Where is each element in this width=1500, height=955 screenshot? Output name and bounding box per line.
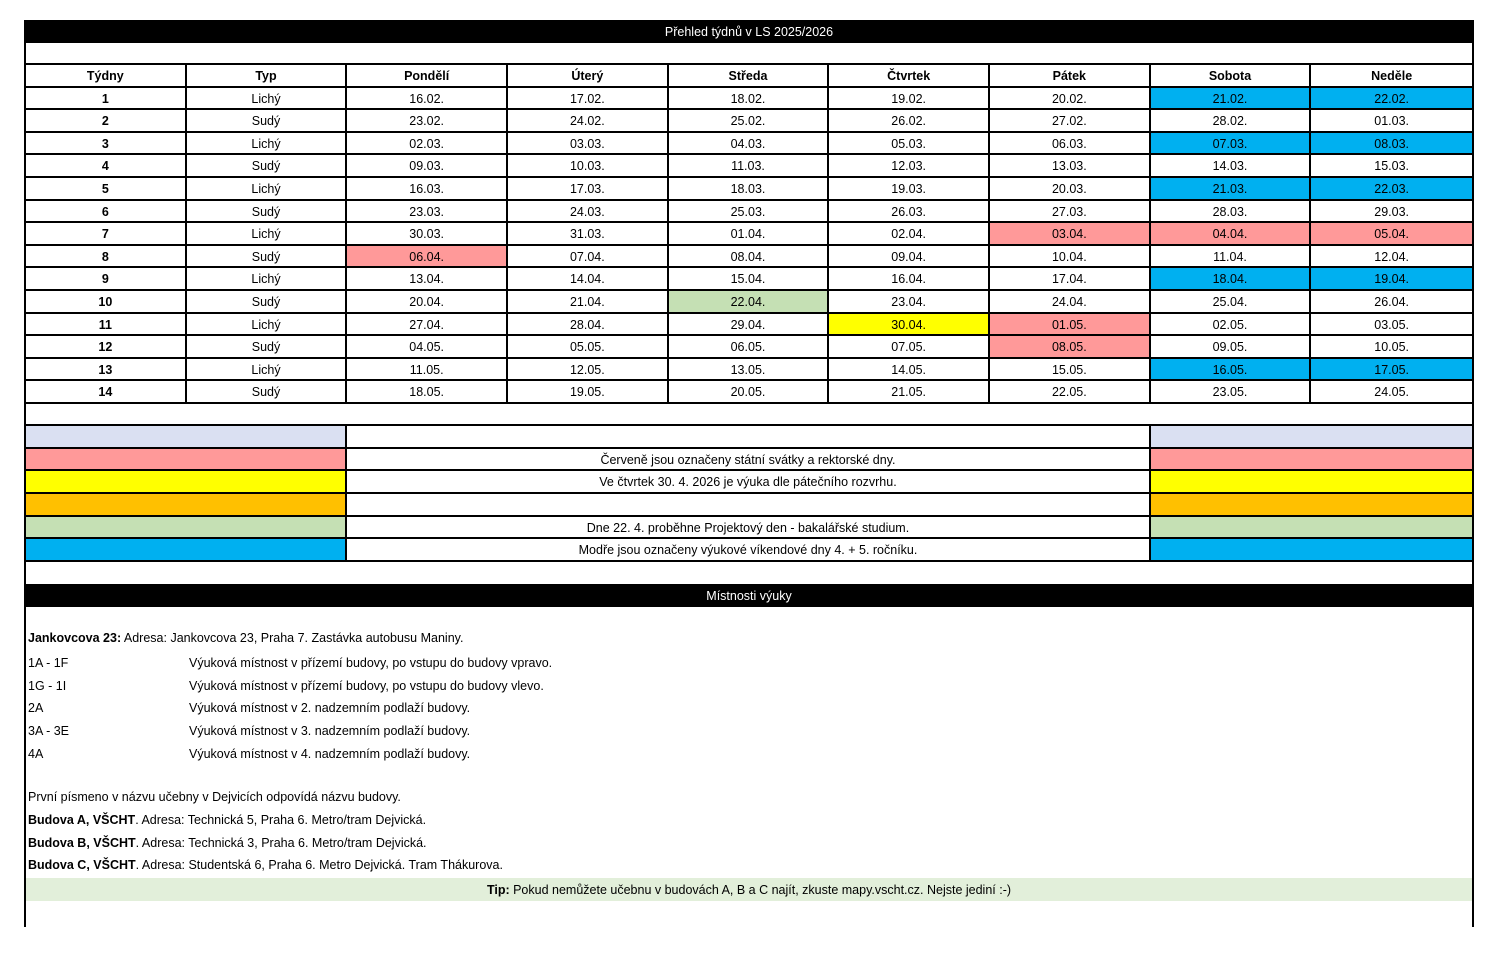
- day-cell: 16.04.: [829, 268, 990, 291]
- room-line: [28, 701, 470, 715]
- legend-text: [347, 426, 1150, 449]
- building-name: Budova C, VŠCHT: [28, 858, 136, 873]
- week-type: Lichý: [187, 88, 348, 111]
- day-cell: 19.03.: [829, 178, 990, 201]
- room-code: 1G - 1I: [28, 678, 67, 693]
- legend-text: Červeně jsou označeny státní svátky a rektorské dny.: [347, 449, 1150, 472]
- room-code: 3A - 3E: [28, 724, 69, 739]
- day-cell: 16.02.: [347, 88, 508, 111]
- day-cell: 11.04.: [1151, 246, 1312, 269]
- legend-swatch-left: [26, 471, 347, 494]
- day-cell: 21.04.: [508, 291, 669, 314]
- day-cell: 12.03.: [829, 155, 990, 178]
- day-cell: 28.03.: [1151, 201, 1312, 224]
- day-cell: 09.04.: [829, 246, 990, 269]
- day-cell: 11.03.: [669, 155, 830, 178]
- day-cell: 13.05.: [669, 359, 830, 382]
- legend-swatch-right: [1151, 539, 1472, 562]
- day-cell: 22.05.: [990, 381, 1151, 404]
- day-cell: 29.04.: [669, 314, 830, 337]
- week-number: 8: [26, 246, 187, 269]
- day-cell: 20.04.: [347, 291, 508, 314]
- week-type: Lichý: [187, 178, 348, 201]
- spacer-row: [26, 43, 1472, 65]
- day-cell: 05.03.: [829, 133, 990, 156]
- week-number: 3: [26, 133, 187, 156]
- day-cell: 08.05.: [990, 336, 1151, 359]
- day-cell: 13.04.: [347, 268, 508, 291]
- header-1: Typ: [187, 65, 348, 88]
- day-cell: 27.03.: [990, 201, 1151, 224]
- day-cell: 04.04.: [1151, 223, 1312, 246]
- weeks-title: Přehled týdnů v LS 2025/2026: [26, 20, 1472, 43]
- day-cell: 28.02.: [1151, 110, 1312, 133]
- day-cell: 24.03.: [508, 201, 669, 224]
- day-cell: 04.03.: [669, 133, 830, 156]
- day-cell: 19.02.: [829, 88, 990, 111]
- week-number: 6: [26, 201, 187, 224]
- day-cell: 04.05.: [347, 336, 508, 359]
- day-cell: 26.03.: [829, 201, 990, 224]
- day-cell: 15.05.: [990, 359, 1151, 382]
- day-cell: 07.04.: [508, 246, 669, 269]
- room-line: [28, 747, 470, 761]
- weeks-table: [26, 65, 1472, 404]
- week-type: Sudý: [187, 336, 348, 359]
- day-cell: 10.03.: [508, 155, 669, 178]
- building-name: Budova B, VŠCHT: [28, 835, 136, 850]
- day-cell: 01.03.: [1311, 110, 1472, 133]
- day-cell: 06.04.: [347, 246, 508, 269]
- week-type: Sudý: [187, 155, 348, 178]
- day-cell: 03.05.: [1311, 314, 1472, 337]
- header-6: Pátek: [990, 65, 1151, 88]
- room-line: [28, 679, 544, 693]
- week-number: 1: [26, 88, 187, 111]
- week-number: 10: [26, 291, 187, 314]
- legend-swatch-left: [26, 539, 347, 562]
- header-2: Pondělí: [347, 65, 508, 88]
- building-line: [28, 858, 503, 872]
- day-cell: 31.03.: [508, 223, 669, 246]
- day-cell: 11.05.: [347, 359, 508, 382]
- day-cell: 09.05.: [1151, 336, 1312, 359]
- day-cell: 27.04.: [347, 314, 508, 337]
- week-type: Lichý: [187, 268, 348, 291]
- day-cell: 18.02.: [669, 88, 830, 111]
- day-cell: 14.03.: [1151, 155, 1312, 178]
- day-cell: 24.04.: [990, 291, 1151, 314]
- day-cell: 21.02.: [1151, 88, 1312, 111]
- day-cell: 02.03.: [347, 133, 508, 156]
- day-cell: 24.02.: [508, 110, 669, 133]
- room-desc: Výuková místnost v přízemí budovy, po vstupu do budovy vpravo.: [189, 656, 553, 671]
- legend-swatch-right: [1151, 494, 1472, 517]
- legend-text: Ve čtvrtek 30. 4. 2026 je výuka dle pátečního rozvrhu.: [347, 471, 1150, 494]
- day-cell: 22.02.: [1311, 88, 1472, 111]
- room-desc: Výuková místnost v přízemí budovy, po vstupu do budovy vlevo.: [189, 678, 544, 693]
- room-desc: Výuková místnost v 2. nadzemním podlaží budovy.: [189, 701, 471, 716]
- day-cell: 23.05.: [1151, 381, 1312, 404]
- day-cell: 20.05.: [669, 381, 830, 404]
- day-cell: 26.02.: [829, 110, 990, 133]
- day-cell: 02.05.: [1151, 314, 1312, 337]
- room-line: [28, 656, 552, 670]
- room-desc: Výuková místnost v 3. nadzemním podlaží budovy.: [189, 724, 471, 739]
- day-cell: 10.04.: [990, 246, 1151, 269]
- day-cell: 21.03.: [1151, 178, 1312, 201]
- legend: [26, 426, 1472, 562]
- week-type: Sudý: [187, 110, 348, 133]
- day-cell: 12.05.: [508, 359, 669, 382]
- day-cell: 19.05.: [508, 381, 669, 404]
- week-number: 13: [26, 359, 187, 382]
- day-cell: 01.04.: [669, 223, 830, 246]
- building-name: Budova A, VŠCHT: [28, 813, 136, 828]
- day-cell: 02.04.: [829, 223, 990, 246]
- spacer-row: [26, 404, 1472, 426]
- spacer-row: [26, 562, 1472, 584]
- legend-swatch-right: [1151, 517, 1472, 540]
- day-cell: 05.05.: [508, 336, 669, 359]
- room-code: 2A: [28, 701, 44, 716]
- day-cell: 06.05.: [669, 336, 830, 359]
- day-cell: 17.03.: [508, 178, 669, 201]
- week-type: Sudý: [187, 381, 348, 404]
- day-cell: 19.04.: [1311, 268, 1472, 291]
- day-cell: 08.03.: [1311, 133, 1472, 156]
- week-type: Sudý: [187, 201, 348, 224]
- tip-label: Tip:: [486, 883, 510, 898]
- week-type: Sudý: [187, 291, 348, 314]
- day-cell: 03.04.: [990, 223, 1151, 246]
- day-cell: 10.05.: [1311, 336, 1472, 359]
- day-cell: 12.04.: [1311, 246, 1472, 269]
- day-cell: 06.03.: [990, 133, 1151, 156]
- day-cell: 24.05.: [1311, 381, 1472, 404]
- room-code: 1A - 1F: [28, 656, 69, 671]
- legend-text: [347, 494, 1150, 517]
- room-desc: Výuková místnost v 4. nadzemním podlaží budovy.: [189, 746, 471, 761]
- day-cell: 22.03.: [1311, 178, 1472, 201]
- sheet: [24, 20, 1474, 927]
- header-4: Středa: [669, 65, 830, 88]
- day-cell: 21.05.: [829, 381, 990, 404]
- day-cell: 13.03.: [990, 155, 1151, 178]
- day-cell: 23.03.: [347, 201, 508, 224]
- week-number: 7: [26, 223, 187, 246]
- day-cell: 07.05.: [829, 336, 990, 359]
- day-cell: 01.05.: [990, 314, 1151, 337]
- jankovcova-address: Adresa: Jankovcova 23, Praha 7. Zastávka autobusu Maniny.: [121, 631, 464, 646]
- week-type: Lichý: [187, 314, 348, 337]
- building-address: . Adresa: Technická 5, Praha 6. Metro/tram Dejvická.: [135, 813, 427, 828]
- jankovcova-label: Jankovcova 23:: [28, 631, 122, 646]
- week-number: 5: [26, 178, 187, 201]
- day-cell: 05.04.: [1311, 223, 1472, 246]
- week-number: 2: [26, 110, 187, 133]
- day-cell: 25.02.: [669, 110, 830, 133]
- day-cell: 14.05.: [829, 359, 990, 382]
- legend-text: Modře jsou označeny výukové víkendové dny 4. + 5. ročníku.: [347, 539, 1150, 562]
- day-cell: 25.04.: [1151, 291, 1312, 314]
- day-cell: 15.04.: [669, 268, 830, 291]
- day-cell: 20.03.: [990, 178, 1151, 201]
- day-cell: 29.03.: [1311, 201, 1472, 224]
- day-cell: 28.04.: [508, 314, 669, 337]
- day-cell: 09.03.: [347, 155, 508, 178]
- room-line: [28, 724, 470, 738]
- day-cell: 23.02.: [347, 110, 508, 133]
- header-7: Sobota: [1151, 65, 1312, 88]
- week-type: Sudý: [187, 246, 348, 269]
- tip-text: Pokud nemůžete učebnu v budovách A, B a C najít, zkuste mapy.vscht.cz. Nejste jediní :-): [509, 883, 1012, 898]
- legend-swatch-left: [26, 494, 347, 517]
- day-cell: 17.04.: [990, 268, 1151, 291]
- day-cell: 18.05.: [347, 381, 508, 404]
- day-cell: 20.02.: [990, 88, 1151, 111]
- week-number: 4: [26, 155, 187, 178]
- day-cell: 17.05.: [1311, 359, 1472, 382]
- week-number: 11: [26, 314, 187, 337]
- legend-text: Dne 22. 4. proběhne Projektový den - bakalářské studium.: [347, 517, 1150, 540]
- day-cell: 30.04.: [829, 314, 990, 337]
- jankovcova-line: [28, 631, 463, 645]
- header-5: Čtvrtek: [829, 65, 990, 88]
- week-type: Lichý: [187, 133, 348, 156]
- day-cell: 16.05.: [1151, 359, 1312, 382]
- tip-bar: [26, 878, 1472, 901]
- day-cell: 25.03.: [669, 201, 830, 224]
- day-cell: 08.04.: [669, 246, 830, 269]
- rooms-title: Místnosti výuky: [26, 584, 1472, 607]
- legend-swatch-right: [1151, 449, 1472, 472]
- day-cell: 18.04.: [1151, 268, 1312, 291]
- legend-swatch-left: [26, 426, 347, 449]
- day-cell: 18.03.: [669, 178, 830, 201]
- header-3: Úterý: [508, 65, 669, 88]
- day-cell: 15.03.: [1311, 155, 1472, 178]
- day-cell: 26.04.: [1311, 291, 1472, 314]
- day-cell: 30.03.: [347, 223, 508, 246]
- day-cell: 03.03.: [508, 133, 669, 156]
- week-number: 12: [26, 336, 187, 359]
- building-address: . Adresa: Studentská 6, Praha 6. Metro Dejvická. Tram Thákurova.: [135, 858, 503, 873]
- legend-swatch-right: [1151, 426, 1472, 449]
- dejvice-note: První písmeno v názvu učebny v Dejvicích odpovídá názvu budovy.: [28, 790, 401, 805]
- rooms-section: [26, 607, 1472, 901]
- building-line: [28, 836, 427, 850]
- week-number: 9: [26, 268, 187, 291]
- day-cell: 22.04.: [669, 291, 830, 314]
- legend-swatch-left: [26, 517, 347, 540]
- day-cell: 17.02.: [508, 88, 669, 111]
- building-line: [28, 813, 426, 827]
- week-type: Lichý: [187, 359, 348, 382]
- day-cell: 23.04.: [829, 291, 990, 314]
- legend-swatch-left: [26, 449, 347, 472]
- header-8: Neděle: [1311, 65, 1472, 88]
- day-cell: 14.04.: [508, 268, 669, 291]
- day-cell: 27.02.: [990, 110, 1151, 133]
- building-address: . Adresa: Technická 3, Praha 6. Metro/tram Dejvická.: [135, 835, 427, 850]
- legend-swatch-right: [1151, 471, 1472, 494]
- week-number: 14: [26, 381, 187, 404]
- header-0: Týdny: [26, 65, 187, 88]
- room-code: 4A: [28, 746, 44, 761]
- week-type: Lichý: [187, 223, 348, 246]
- day-cell: 07.03.: [1151, 133, 1312, 156]
- day-cell: 16.03.: [347, 178, 508, 201]
